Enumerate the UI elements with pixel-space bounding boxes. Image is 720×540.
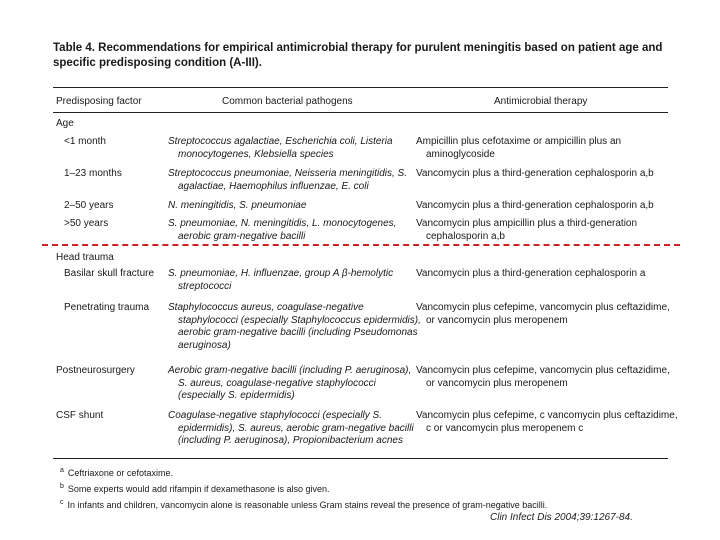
row-factor: Penetrating trauma (64, 302, 150, 313)
row-factor: CSF shunt (56, 410, 104, 421)
row-pathogens: Streptococcus agalactiae, Escherichia coli, Listeria monocytogenes, Klebsiella species (168, 136, 393, 160)
row-therapy: Vancomycin plus a third-generation cephalosporin a (416, 268, 646, 279)
footnote-mark: b (60, 483, 64, 490)
row-therapy: Vancomycin plus cefepime, vancomycin plus ceftazidime, or vancomycin plus meropenem (416, 365, 670, 389)
row-therapy: Vancomycin plus a third-generation cephalosporin a,b (416, 168, 654, 179)
footnote (60, 464, 547, 480)
row-factor: <1 month (64, 136, 106, 147)
row-pathogens: Aerobic gram-negative bacilli (including P. aeruginosa), S. aureus, coagulase-negative staphylococci (especially S. epidermidis) (168, 365, 412, 402)
footnote-text: Ceftriaxone or cefotaxime. (67, 468, 173, 478)
footnote (60, 480, 547, 496)
row-pathogens: N. meningitidis, S. pneumoniae (168, 200, 307, 211)
table-title: Table 4. Recommendations for empirical antimicrobial therapy for purulent meningitis based on patient age and specific predisposing condition (A-III). (53, 42, 663, 69)
column-header-factor: Predisposing factor (56, 96, 142, 107)
footnote-mark: a (60, 467, 64, 474)
row-pathogens: Staphylococcus aureus, coagulase-negative staphylococci (especially Staphylococcus epidermidis), aerobic gram-negative bacilli (including Pseudomonas aeruginosa) (168, 302, 421, 351)
footnote-mark: c (60, 499, 64, 506)
citation: Clin Infect Dis 2004;39:1267-84. (490, 512, 633, 523)
row-pathogens: Coagulase-negative staphylococci (especially S. epidermidis), S. aureus, aerobic gram-negative bacilli (including P. aeruginosa), Propionibacterium acnes (168, 410, 414, 447)
footnote (60, 496, 547, 512)
footnotes (60, 464, 547, 512)
footnote-text: Some experts would add rifampin if dexamethasone is also given. (67, 484, 330, 494)
row-therapy: Vancomycin plus ampicillin plus a third-generation cephalosporin a,b (416, 218, 638, 242)
row-factor: 1–23 months (64, 168, 122, 179)
red-dashed-marker-line (42, 244, 680, 246)
footnote-text: In infants and children, vancomycin alone is reasonable unless Gram stains reveal the presence of gram-negative bacilli. (67, 500, 548, 510)
row-factor: >50 years (64, 218, 109, 229)
row-factor: Postneurosurgery (56, 365, 135, 376)
row-factor: Age (56, 118, 74, 129)
top-rule (53, 87, 668, 88)
column-header-therapy: Antimicrobial therapy (494, 96, 588, 107)
row-therapy: Vancomycin plus cefepime, c vancomycin plus ceftazidime, c or vancomycin plus meropenem c (416, 410, 678, 434)
row-therapy: Ampicillin plus cefotaxime or ampicillin plus an aminoglycoside (416, 136, 622, 160)
row-factor: 2–50 years (64, 200, 114, 211)
row-factor: Head trauma (56, 252, 114, 263)
row-pathogens: S. pneumoniae, N. meningitidis, L. monocytogenes, aerobic gram-negative bacilli (168, 218, 397, 242)
row-therapy: Vancomycin plus cefepime, vancomycin plus ceftazidime, or vancomycin plus meropenem (416, 302, 670, 326)
row-therapy: Vancomycin plus a third-generation cephalosporin a,b (416, 200, 654, 211)
row-factor: Basilar skull fracture (64, 268, 155, 279)
header-rule (53, 112, 668, 113)
row-pathogens: Streptococcus pneumoniae, Neisseria meningitidis, S. agalactiae, Haemophilus influenzae, E. coli (168, 168, 408, 192)
bottom-rule (53, 458, 668, 459)
column-header-pathogens: Common bacterial pathogens (222, 96, 353, 107)
row-pathogens: S. pneumoniae, H. influenzae, group A β-hemolytic streptococci (168, 268, 394, 292)
